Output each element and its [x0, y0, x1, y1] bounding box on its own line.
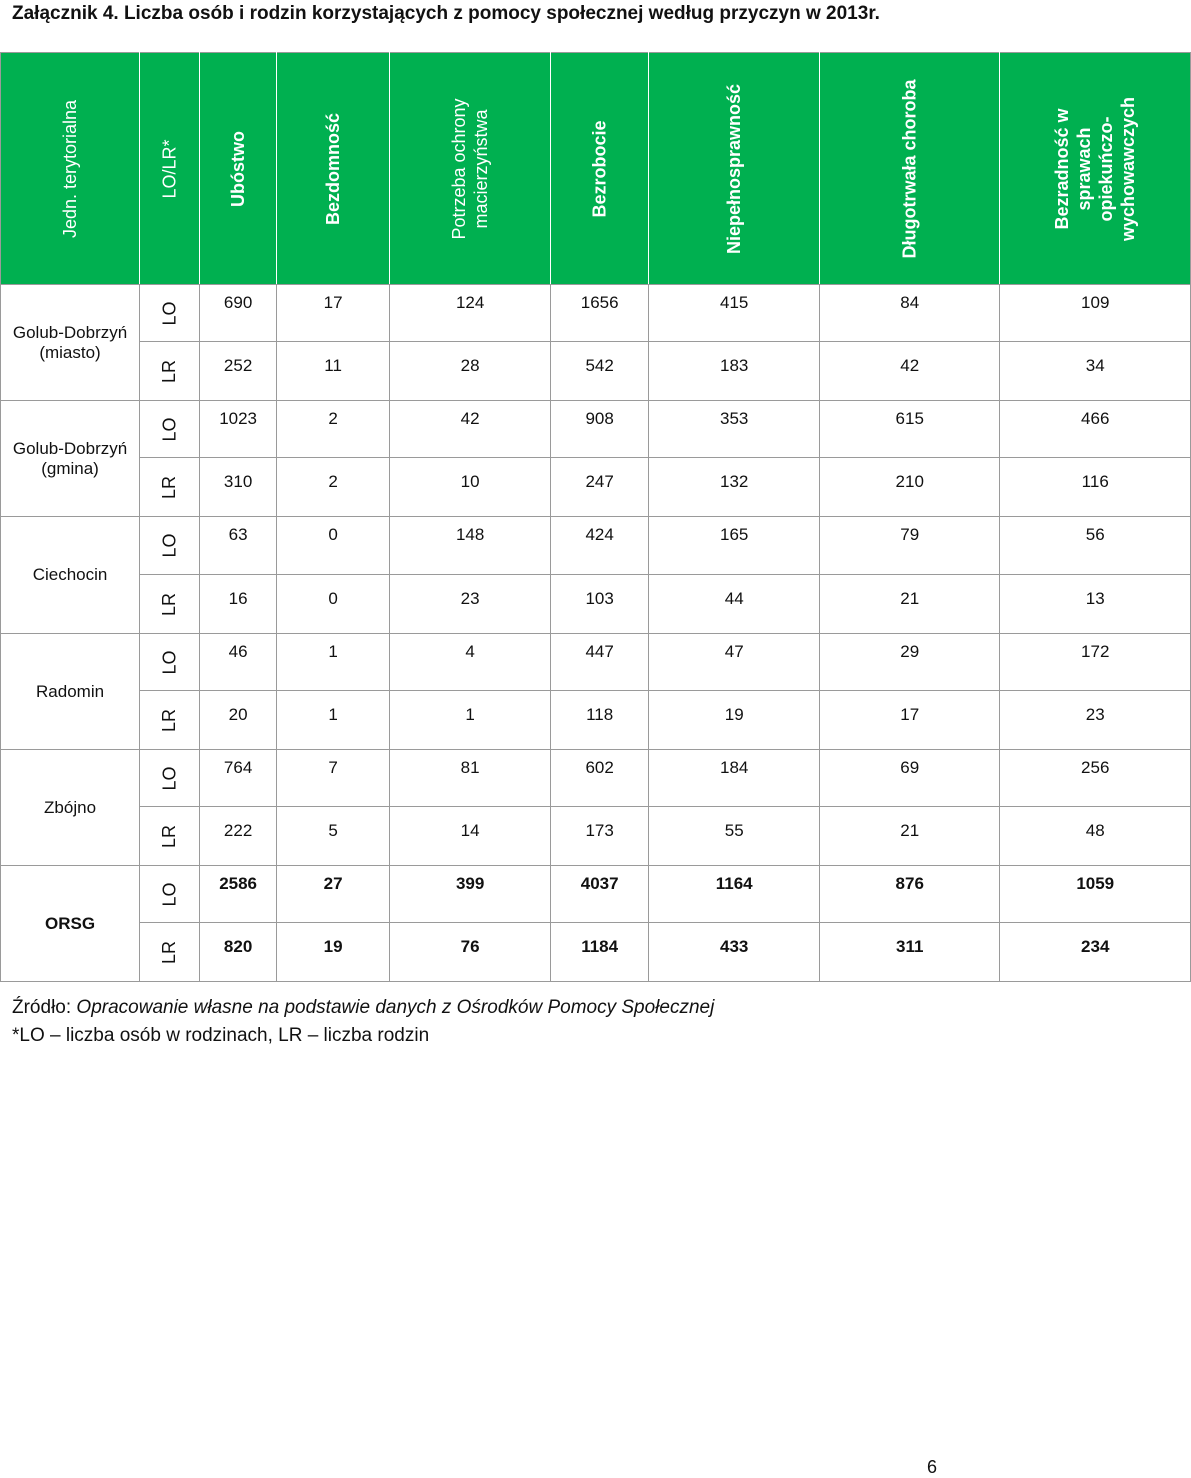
value-cell: 690: [200, 285, 277, 342]
value-cell: 542: [551, 342, 649, 401]
value-cell: 20: [200, 691, 277, 750]
value-cell: 5: [277, 807, 390, 866]
value-cell: 81: [390, 750, 551, 807]
territorial-unit: Golub-Dobrzyń (gmina): [1, 401, 140, 517]
value-cell: 42: [820, 342, 1000, 401]
value-cell: 148: [390, 517, 551, 575]
header-row: [1, 53, 1191, 285]
header-category: [277, 53, 390, 285]
value-cell: 109: [1000, 285, 1191, 342]
value-cell: 23: [1000, 691, 1191, 750]
value-cell: 0: [277, 575, 390, 634]
lo-type-cell: [140, 634, 200, 691]
value-cell: 247: [551, 458, 649, 517]
header-category-label: Długotrwała choroba: [899, 78, 920, 259]
header-category-label: Potrzeba ochrony macierzyństwa: [449, 97, 492, 240]
value-cell: 1: [277, 634, 390, 691]
lr-label: LR: [159, 359, 180, 383]
value-cell: 820: [200, 923, 277, 982]
lo-type-cell: [140, 517, 200, 575]
value-cell: 310: [200, 458, 277, 517]
value-cell: 353: [649, 401, 820, 458]
value-cell: 10: [390, 458, 551, 517]
value-cell: 118: [551, 691, 649, 750]
value-cell: 222: [200, 807, 277, 866]
value-cell: 124: [390, 285, 551, 342]
value-cell: 34: [1000, 342, 1191, 401]
value-cell: 7: [277, 750, 390, 807]
value-cell: 27: [277, 866, 390, 923]
value-cell: 764: [200, 750, 277, 807]
value-cell: 173: [551, 807, 649, 866]
value-cell: 16: [200, 575, 277, 634]
lr-type-cell: [140, 923, 200, 982]
header-category-label: Bezradność w sprawach opiekuńczo-wychowawczych: [1052, 96, 1139, 241]
value-cell: 4037: [551, 866, 649, 923]
value-cell: 424: [551, 517, 649, 575]
source-line: [12, 994, 714, 1022]
header-category: [200, 53, 277, 285]
value-cell: 63: [200, 517, 277, 575]
value-cell: 1: [390, 691, 551, 750]
lr-label: LR: [159, 475, 180, 499]
header-lolr: [140, 53, 200, 285]
value-cell: 234: [1000, 923, 1191, 982]
lo-type-cell: [140, 750, 200, 807]
value-cell: 132: [649, 458, 820, 517]
lr-type-cell: [140, 807, 200, 866]
value-cell: 44: [649, 575, 820, 634]
value-cell: 47: [649, 634, 820, 691]
value-cell: 17: [820, 691, 1000, 750]
lr-type-cell: [140, 342, 200, 401]
lo-label: LO: [159, 765, 180, 791]
table-row: [1, 517, 1191, 575]
value-cell: 11: [277, 342, 390, 401]
value-cell: 908: [551, 401, 649, 458]
table-row: [1, 458, 1191, 517]
value-cell: 14: [390, 807, 551, 866]
lo-type-cell: [140, 285, 200, 342]
header-category: [390, 53, 551, 285]
territorial-unit: ORSG: [1, 866, 140, 982]
value-cell: 615: [820, 401, 1000, 458]
value-cell: 433: [649, 923, 820, 982]
table-row: [1, 807, 1191, 866]
table-row: [1, 401, 1191, 458]
territorial-unit: Ciechocin: [1, 517, 140, 634]
value-cell: 1059: [1000, 866, 1191, 923]
lr-type-cell: [140, 691, 200, 750]
value-cell: 21: [820, 575, 1000, 634]
value-cell: 183: [649, 342, 820, 401]
value-cell: 2: [277, 458, 390, 517]
table-row: [1, 342, 1191, 401]
lr-label: LR: [159, 940, 180, 964]
value-cell: 876: [820, 866, 1000, 923]
header-category-label: Niepełnosprawność: [724, 83, 745, 254]
header-unit: [1, 53, 140, 285]
value-cell: 103: [551, 575, 649, 634]
lr-type-cell: [140, 458, 200, 517]
value-cell: 46: [200, 634, 277, 691]
value-cell: 0: [277, 517, 390, 575]
header-category-label: Bezdomność: [323, 112, 344, 225]
header-category: [649, 53, 820, 285]
table-row: [1, 575, 1191, 634]
abbreviation-note: *LO – liczba osób w rodzinach, LR – liczba rodzin: [12, 1025, 430, 1046]
value-cell: 116: [1000, 458, 1191, 517]
value-cell: 23: [390, 575, 551, 634]
value-cell: 184: [649, 750, 820, 807]
value-cell: 311: [820, 923, 1000, 982]
value-cell: 19: [649, 691, 820, 750]
value-cell: 165: [649, 517, 820, 575]
value-cell: 21: [820, 807, 1000, 866]
value-cell: 172: [1000, 634, 1191, 691]
value-cell: 55: [649, 807, 820, 866]
value-cell: 1656: [551, 285, 649, 342]
value-cell: 17: [277, 285, 390, 342]
value-cell: 79: [820, 517, 1000, 575]
value-cell: 69: [820, 750, 1000, 807]
lo-label: LO: [159, 533, 180, 558]
header-lolr-label: LO/LR*: [159, 138, 180, 199]
value-cell: 84: [820, 285, 1000, 342]
lo-label: LO: [159, 881, 180, 907]
value-cell: 56: [1000, 517, 1191, 575]
value-cell: 210: [820, 458, 1000, 517]
table-row: [1, 750, 1191, 807]
value-cell: 256: [1000, 750, 1191, 807]
table-row: [1, 285, 1191, 342]
territorial-unit: Golub-Dobrzyń (miasto): [1, 285, 140, 401]
table-row: [1, 634, 1191, 691]
header-category-label: Ubóstwo: [228, 130, 249, 207]
header-category: [1000, 53, 1191, 285]
value-cell: 602: [551, 750, 649, 807]
lr-label: LR: [159, 824, 180, 848]
value-cell: 4: [390, 634, 551, 691]
value-cell: 252: [200, 342, 277, 401]
value-cell: 399: [390, 866, 551, 923]
header-unit-label: Jedn. terytorialna: [60, 99, 81, 238]
value-cell: 76: [390, 923, 551, 982]
lo-label: LO: [159, 649, 180, 675]
value-cell: 1184: [551, 923, 649, 982]
lo-label: LO: [159, 300, 180, 326]
table-row: [1, 691, 1191, 750]
source-note: [12, 994, 714, 1050]
value-cell: 48: [1000, 807, 1191, 866]
lo-type-cell: [140, 401, 200, 458]
table-row: [1, 866, 1191, 923]
territorial-unit: Radomin: [1, 634, 140, 750]
territorial-unit: Zbójno: [1, 750, 140, 866]
lr-label: LR: [159, 708, 180, 732]
header-category: [820, 53, 1000, 285]
value-cell: 1: [277, 691, 390, 750]
value-cell: 466: [1000, 401, 1191, 458]
value-cell: 29: [820, 634, 1000, 691]
value-cell: 415: [649, 285, 820, 342]
value-cell: 28: [390, 342, 551, 401]
value-cell: 447: [551, 634, 649, 691]
lo-label: LO: [159, 416, 180, 442]
page-title: Załącznik 4. Liczba osób i rodzin korzystających z pomocy społecznej według przyczyn w 2013r.: [12, 3, 880, 24]
lr-type-cell: [140, 575, 200, 634]
table-row: [1, 923, 1191, 982]
source-prefix: Źródło:: [12, 997, 77, 1018]
page-number: 6: [927, 1457, 938, 1477]
lr-label: LR: [159, 592, 180, 616]
value-cell: 13: [1000, 575, 1191, 634]
value-cell: 2586: [200, 866, 277, 923]
value-cell: 19: [277, 923, 390, 982]
value-cell: 42: [390, 401, 551, 458]
value-cell: 2: [277, 401, 390, 458]
lo-type-cell: [140, 866, 200, 923]
header-category-label: Bezrobocie: [589, 119, 610, 218]
value-cell: 1164: [649, 866, 820, 923]
assistance-table: [0, 52, 1191, 982]
source-text: Opracowanie własne na podstawie danych z Ośrodków Pomocy Społecznej: [76, 997, 715, 1018]
header-category: [551, 53, 649, 285]
value-cell: 1023: [200, 401, 277, 458]
